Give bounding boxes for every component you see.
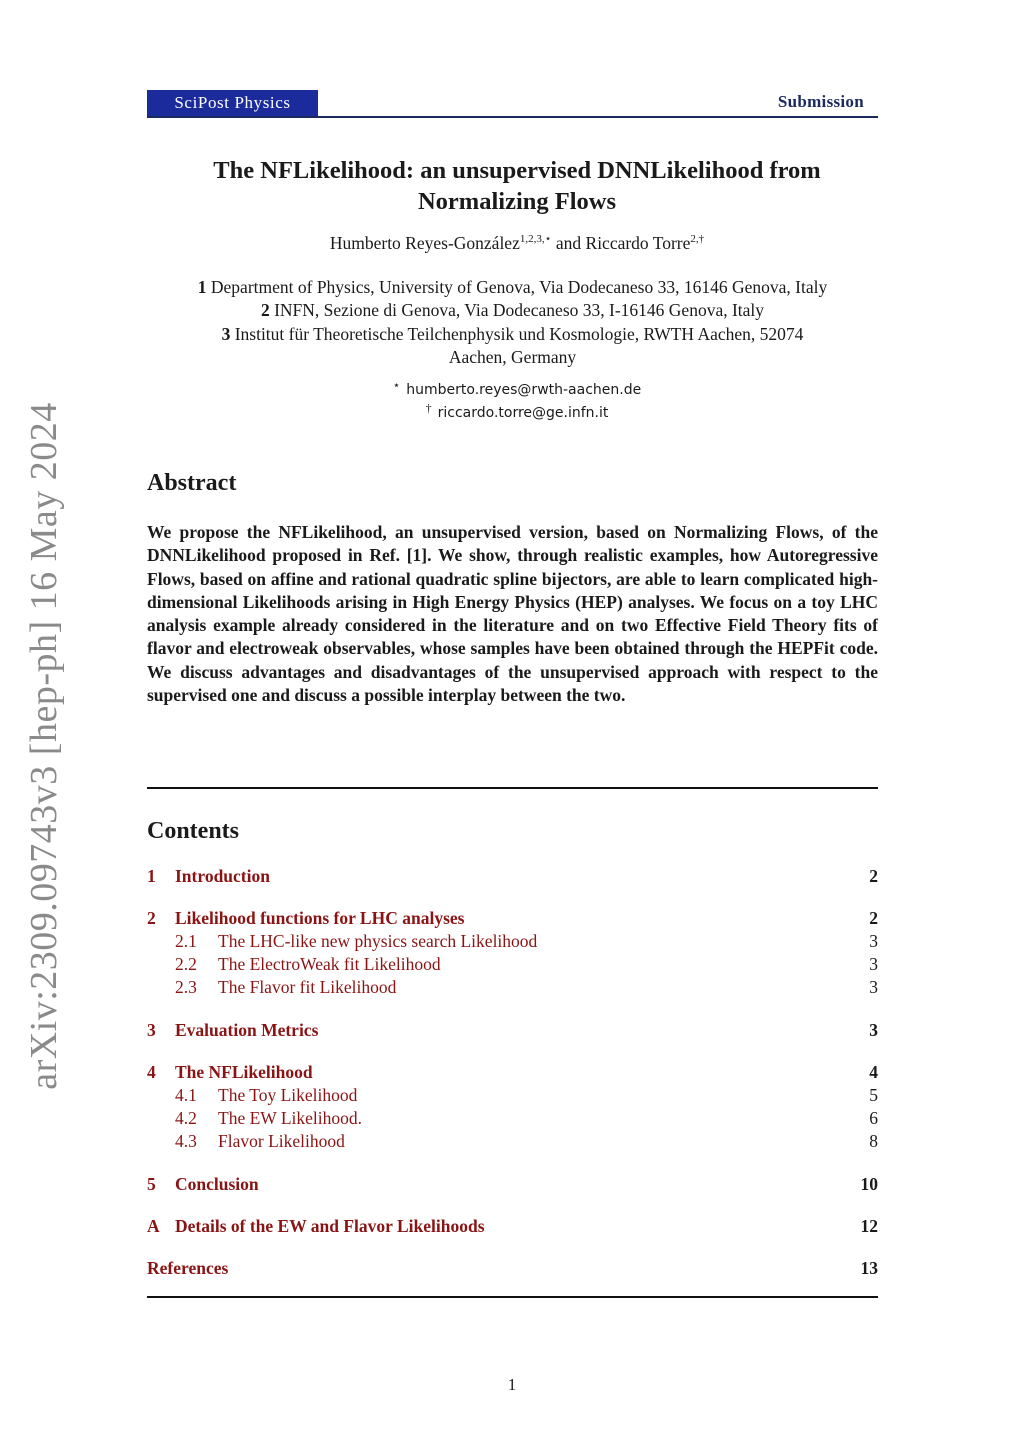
toc-number: 4.1: [175, 1085, 197, 1105]
author-name: Riccardo Torre: [585, 233, 691, 253]
title-line-1: The NFLikelihood: an unsupervised DNNLikelihood from: [213, 157, 821, 184]
toc-section-entry[interactable]: [147, 1020, 878, 1044]
abstract-text: We propose the NFLikelihood, an unsupervised version, based on Normalizing Flows, of the DNNLikelihood proposed in Ref. [1]. We show, through realistic examples, how Autoregressive Flows, based on affine and rational quadratic spline bijectors, are able to learn complicated high-dimensional Likelihoods arising in High Energy Physics (HEP) analyses. We focus on a toy LHC analysis example already considered in the literature and on two Effective Field Theory fits of flavor and electroweak observables, whose samples have been obtained through the HEPFit code. We discuss advantages and disadvantages of the unsupervised approach with respect to the supervised one and discuss a possible interplay between the two.: [147, 522, 878, 706]
affiliation-number: 1: [197, 277, 207, 297]
toc-subsection-entry[interactable]: [147, 977, 878, 1001]
affiliation-continuation: Aachen, Germany: [448, 346, 577, 367]
header-rule: [147, 116, 878, 118]
toc-number: A: [147, 1216, 160, 1236]
contents-top-rule: [147, 787, 878, 789]
toc-number: 2.3: [175, 977, 197, 997]
author-affil-marks: 1,2,3,⋆: [519, 233, 552, 245]
toc-section-entry[interactable]: [147, 1174, 878, 1198]
toc-number: 2.2: [175, 954, 197, 974]
affiliation-text: INFN, Sezione di Genova, Via Dodecaneso 33, I-16146 Genova, Italy: [274, 300, 765, 321]
toc-subsection-entry[interactable]: [147, 1085, 878, 1109]
title-line-2: Normalizing Flows: [417, 188, 617, 215]
author-affil-marks: 2,†: [690, 233, 705, 245]
toc-subsection-entry[interactable]: [147, 954, 878, 978]
toc-page-number: 4: [869, 1062, 878, 1082]
toc-label[interactable]: Details of the EW and Flavor Likelihoods: [175, 1216, 485, 1236]
affiliation-text: Department of Physics, University of Genova, Via Dodecaneso 33, 16146 Genova, Italy: [210, 277, 828, 297]
toc-section-entry[interactable]: [147, 1062, 878, 1086]
toc-page-number: 10: [860, 1174, 878, 1194]
toc-page-number: 6: [869, 1108, 878, 1128]
toc-number: 2.1: [175, 931, 197, 951]
affiliation-item: [147, 323, 878, 346]
email-link[interactable]: humberto.reyes@rwth-aachen.de: [406, 382, 642, 398]
toc-label[interactable]: Likelihood functions for LHC analyses: [175, 908, 465, 928]
paper-title: [147, 155, 887, 217]
toc-subsection-entry[interactable]: [147, 1131, 878, 1155]
email-link[interactable]: riccardo.torre@ge.infn.it: [437, 405, 609, 421]
page-number: 1: [507, 1375, 517, 1394]
email-mark: †: [425, 401, 432, 415]
toc-subsection-entry[interactable]: [147, 1108, 878, 1132]
toc-page-number: 8: [869, 1131, 878, 1151]
abstract-heading: Abstract: [147, 470, 237, 496]
toc-page-number: 2: [869, 908, 878, 928]
toc-number: 4.3: [175, 1131, 197, 1151]
toc-label[interactable]: Evaluation Metrics: [175, 1020, 319, 1040]
toc-number: 2: [147, 908, 156, 928]
toc-section-entry[interactable]: [147, 1258, 878, 1282]
toc-number: 5: [147, 1174, 156, 1194]
toc-label[interactable]: The Toy Likelihood: [218, 1085, 358, 1105]
toc-page-number: 13: [860, 1258, 878, 1278]
email-mark: ⋆: [392, 378, 401, 392]
author-list: [147, 233, 887, 254]
toc-page-number: 5: [869, 1085, 878, 1105]
toc-label[interactable]: The EW Likelihood.: [218, 1108, 363, 1128]
toc-page-number: 2: [869, 866, 878, 886]
toc-number: 1: [147, 866, 156, 886]
email-list: [147, 379, 887, 425]
toc-label[interactable]: References: [147, 1258, 229, 1278]
toc-label[interactable]: The NFLikelihood: [175, 1062, 313, 1082]
toc-page-number: 3: [869, 1020, 878, 1040]
toc-label[interactable]: The Flavor fit Likelihood: [218, 977, 397, 997]
contents-bottom-rule: [147, 1296, 878, 1298]
toc-section-entry[interactable]: [147, 866, 878, 890]
toc-number: 4.2: [175, 1108, 197, 1128]
affiliation-item: [147, 299, 878, 322]
toc-page-number: 3: [869, 931, 878, 951]
arxiv-side-stamp: arXiv:2309.09743v3 [hep-ph] 16 May 2024: [23, 402, 65, 1090]
affiliation-item: [147, 276, 878, 299]
toc-page-number: 12: [860, 1216, 878, 1236]
toc-label[interactable]: Conclusion: [175, 1174, 259, 1194]
toc-label[interactable]: The LHC-like new physics search Likelihood: [218, 931, 538, 951]
affiliation-text: Institut für Theoretische Teilchenphysik und Kosmologie, RWTH Aachen, 52074: [234, 323, 804, 344]
author-name: Humberto Reyes-González: [329, 233, 520, 253]
toc-label[interactable]: The ElectroWeak fit Likelihood: [218, 954, 441, 974]
toc-number: 3: [147, 1020, 156, 1040]
author-joiner: and: [551, 233, 586, 253]
toc-section-entry[interactable]: [147, 908, 878, 932]
contents-heading: Contents: [147, 818, 240, 844]
email-item: [147, 379, 887, 402]
submission-label: Submission: [777, 92, 864, 111]
toc-label[interactable]: Introduction: [175, 866, 270, 886]
affiliation-number: 3: [221, 323, 231, 344]
affiliation-list: [147, 276, 878, 369]
toc-section-entry[interactable]: [147, 1216, 878, 1240]
toc-page-number: 3: [869, 954, 878, 974]
toc-subsection-entry[interactable]: [147, 931, 878, 955]
toc-label[interactable]: Flavor Likelihood: [218, 1131, 345, 1151]
toc-number: 4: [147, 1062, 156, 1082]
affiliation-number: 2: [260, 300, 270, 321]
journal-badge[interactable]: SciPost Physics: [147, 90, 318, 116]
email-item: [147, 402, 887, 425]
toc-page-number: 3: [869, 977, 878, 997]
